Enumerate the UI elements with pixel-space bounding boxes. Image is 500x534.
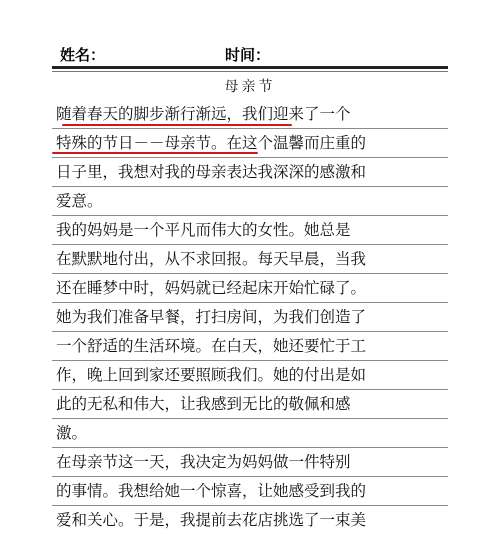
essay-line: 的事情。我想给她一个惊喜，让她感受到我的 [56,482,367,500]
essay-line: 还在睡梦中时，妈妈就已经起床开始忙碌了。 [56,279,367,297]
essay-line: 作，晚上回到家还要照顾我们。她的付出是如 [56,366,367,384]
essay-line: 我的妈妈是一个平凡而伟大的女性。她总是 [56,221,351,239]
essay-title: 母亲节 [224,79,276,95]
highlight-underline [62,124,292,126]
essay-line: 随着春天的脚步渐行渐远，我们迎来了一个 [56,105,351,123]
worksheet-header [0,40,500,66]
header-divider [52,66,448,69]
time-label: 时间： [225,47,271,64]
name-label: 姓名： [60,47,106,64]
essay-line: 此的无私和伟大，让我感到无比的敬佩和感 [56,395,351,413]
essay-line: 激。 [56,424,88,442]
essay-line: 她为我们准备早餐，打扫房间，为我们创造了 [56,308,367,326]
essay-line: 爱意。 [56,192,103,210]
essay-line: 日子里，我想对我的母亲表达我深深的感激和 [56,163,367,181]
essay-line: 在母亲节这一天，我决定为妈妈做一件特别 [56,453,351,471]
essay-line: 特殊的节日－－母亲节。在这个温馨而庄重的 [56,134,367,152]
highlight-underline [52,152,258,154]
essay-line: 爱和关心。于是，我提前去花店挑选了一束美 [56,511,367,529]
essay-line: 一个舒适的生活环境。在白天，她还要忙于工 [56,337,367,355]
header-divider-thin [52,71,448,72]
essay-line: 在默默地付出，从不求回报。每天早晨，当我 [56,250,367,268]
